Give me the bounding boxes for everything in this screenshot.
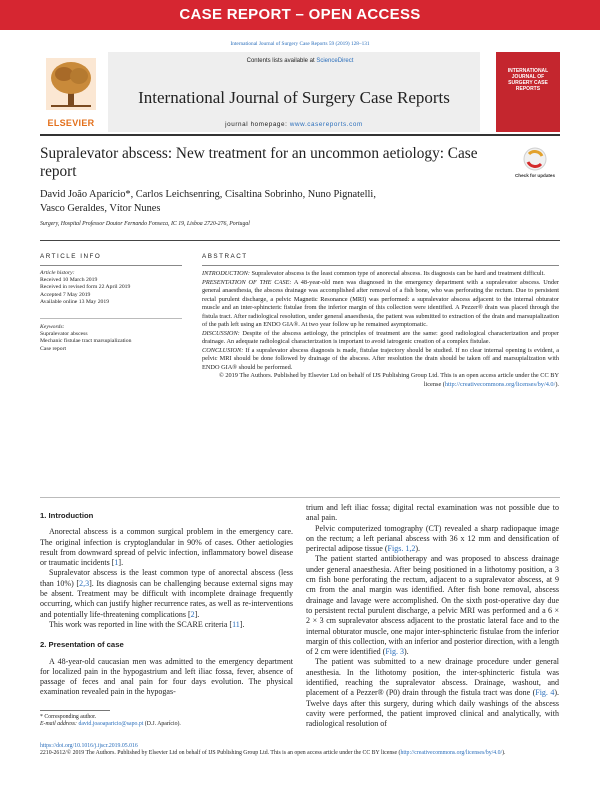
footer-license-end: ). xyxy=(502,750,506,757)
info-divider xyxy=(40,318,182,319)
intro-paragraph-3 xyxy=(40,620,293,630)
email-link[interactable]: david.joaoaparicio@sapo.pt xyxy=(78,721,144,728)
keyword-item: Mechanic fistulae tract marsupialization xyxy=(40,338,132,345)
presentation-paragraph-1: A 48-year-old caucasian men was admitted to the emergency department for localized pain in the hypogastrium and left iliac fossa, fever, absence of passage of feces and anal pain for four days evolution. The physical examination revealed pain in the hypogas- xyxy=(40,656,293,697)
case-report-banner: CASE REPORT – OPEN ACCESS xyxy=(0,0,600,30)
ref-link[interactable]: 11 xyxy=(232,619,240,629)
abstract-body xyxy=(202,270,559,389)
footnote-rule xyxy=(40,710,110,711)
intro-p2-mid: ]. Its diagnosis can be challenging because external signs may be absent. Treatment may be difficult with incomplete drainage frequently occurring, which can justify higher recurrence rates, as well as re-interventions and potentially life-threatening complications [ xyxy=(40,578,294,619)
abstract-introduction xyxy=(202,270,559,279)
authors-line-2: Vasco Geraldes, Vítor Nunes xyxy=(40,203,161,214)
intro-p3-end: ]. xyxy=(239,619,245,629)
footer-license-text: 2210-2612/© 2019 The Authors. Published by Elsevier Ltd on behalf of IJS Publishing Group Ltd. This is an open access article under the CC BY license ( xyxy=(40,750,401,757)
homepage-prefix: journal homepage: xyxy=(225,121,288,128)
keyword-item: Case report xyxy=(40,345,67,352)
history-revised: Received in revised form 22 April 2019 xyxy=(40,284,131,291)
ref-link[interactable]: 1 xyxy=(114,558,119,568)
corresponding-author: * Corresponding author. xyxy=(40,714,97,720)
sciencedirect-link[interactable]: ScienceDirect xyxy=(316,58,354,64)
header-rule xyxy=(40,134,560,136)
intro-p3-text: This work was reported in line with the SCARE criteria [ xyxy=(49,619,233,629)
elsevier-logo[interactable] xyxy=(40,52,102,132)
copyright-end: ). xyxy=(555,380,559,388)
body-column-right xyxy=(306,503,559,730)
surgery-text: The patient started antibiotherapy and was proposed to abscess drainage under general anaesthesia. After being positioned in a lithotomy position, a 3 cm fish bone perforating the rectum, adjacent to a supralevator abscess, at 9 cm from the anal margin was identified. After fish bone removal, abscess drainage and lavage were accomplished. On the sixth post-operative day due to persistent rectal purulent discharge, a pelvic MRI was performed and a 6 × 2 × 3 cm supralevator abscess adjacent to the prostatic lateral face and to the internal obturator muscle, one major inter-sphincteric fistulae from the inferior margin of this collection, with an inferior and posterior direction, with a length of 2 cm were identified ( xyxy=(306,554,559,657)
abstract-intro-text: Supralevator abscess is the least common type of anorectal abscess. Its diagnosis can be hard and treatment difficult. xyxy=(249,270,545,277)
drainage-end: ). Twelve days after this surgery, during which daily washings of the abscess cavity were performed, the patient improved clinical and analytically, with radiological resolution of xyxy=(306,688,560,729)
email-end: (D.J. Aparício). xyxy=(144,721,181,728)
title-rule xyxy=(40,240,560,241)
abstract-intro-label: INTRODUCTION: xyxy=(202,270,250,277)
intro-paragraph-2 xyxy=(40,568,293,619)
body-column-left xyxy=(40,511,293,698)
abstract-presentation-text: A 48-year-old men was diagnosed in the emergency department with a supralevator abscess. Under general anaesthesia, the abscess drainage was accomplished after removal of a fish bone, who was perforating the rectum. Due to persistent rectal purulent discharge, a pelvic Magnetic Resonance (MRI) was performed: a supralevator abscess adjacent to the internal obturator muscle and an inter-sphincteric fistulae from the inferior margin of this collection were identified. A Pezzer® drain was placed through the fistula tract. After radiological resolution, under general anaesthesia, the patient was submitted to extraction of the drain and marsupialization of the path left using an ENDO GIA®. At two year follow up he remained asymptomatic. xyxy=(202,278,559,328)
ref-link[interactable]: 2 xyxy=(190,609,195,619)
homepage-link[interactable]: www.casereports.com xyxy=(289,121,363,128)
section-presentation-heading: 2. Presentation of case xyxy=(40,640,124,650)
figure-link[interactable]: Fig. 4 xyxy=(535,688,555,698)
authors xyxy=(40,188,510,216)
abstract-presentation-label: PRESENTATION OF THE CASE: xyxy=(202,278,292,286)
elsevier-wordmark: ELSEVIER xyxy=(47,118,95,128)
article-history xyxy=(40,270,182,306)
intro-p2-text: Supralevator abscess is the least common type of anorectal abscess (less than 10%) [ xyxy=(40,568,293,588)
abstract-conclusion-label: CONCLUSION: xyxy=(202,346,244,354)
abstract-discussion xyxy=(202,330,559,347)
article-info-heading: ARTICLE INFO xyxy=(40,253,102,260)
abstract-discussion-label: DISCUSSION: xyxy=(202,329,240,337)
footer-license-link[interactable]: http://creativecommons.org/licenses/by/4.0/ xyxy=(400,750,503,757)
license-link[interactable]: http://creativecommons.org/licenses/by/4.0/ xyxy=(444,380,556,388)
abstract-discussion-text: Despite of the abscess aetiology, the principles of treatment are the same: good radiological characterization and proper drainage. An adequate radiological characterization is important to avoid iatrogenic creation of a complex fistulae. xyxy=(202,329,559,345)
citation-link[interactable]: International Journal of Surgery Case Reports 59 (2019) 128–131 xyxy=(230,41,370,47)
corresponding-footnote xyxy=(40,714,293,729)
intro-p1-text: Anorectal abscess is a common surgical problem in the emergency care. The original infection is cryptoglandular in 90% of cases. Other aetiologies result from downward spread of pelvic infection, inflammatory bowel disease or traumatic incidents [ xyxy=(40,527,293,568)
presentation-paragraph-surgery xyxy=(306,554,559,657)
abstract-copyright xyxy=(202,372,559,389)
drainage-text: The patient was submitted to a new drainage procedure under general anesthesia. In the lithotomy position, the inter-sphincteric fistula was identified, reaching the supralevator abscess. Drainage, washout, and placement of a Pezzer® (P0) drain through the fistula tract was done ( xyxy=(306,657,559,698)
cover-title: INTERNATIONAL JOURNAL OF SURGERY CASE REPORTS xyxy=(507,68,549,92)
email-line xyxy=(40,721,293,728)
check-updates-label: Check for updates xyxy=(514,173,556,178)
ref-link[interactable]: 2,3 xyxy=(79,578,90,588)
contents-line xyxy=(40,58,560,64)
check-for-updates-icon[interactable] xyxy=(514,146,556,182)
journal-title: International Journal of Surgery Case Reports xyxy=(138,88,450,107)
abstract-heading: ABSTRACT xyxy=(202,253,248,260)
presentation-continued: trium and left iliac fossa; digital rectal examination was not possible due to anal pain. xyxy=(306,503,559,523)
figure-link[interactable]: Figs. 1,2 xyxy=(387,544,416,554)
intro-paragraph-1 xyxy=(40,527,293,568)
authors-line-1: David João Aparício*, Carlos Leichsenring, Cisaltina Sobrinho, Nuno Pignatelli, xyxy=(40,189,376,200)
keywords-label: Keywords: xyxy=(40,324,65,330)
journal-cover-image[interactable] xyxy=(496,52,560,132)
figure-link[interactable]: Fig. 3 xyxy=(385,647,404,657)
copyright-text: © 2019 The Authors. Published by Elsevier Ltd on behalf of IJS Publishing Group Ltd. This is an open access article under the CC BY license ( xyxy=(219,372,559,388)
footer-license xyxy=(40,750,560,757)
page-footer xyxy=(40,743,560,757)
affiliation: Surgery, Hospital Professor Doutor Fernando Fonseca, IC 19, Lisboa 2720-276, Portugal xyxy=(40,221,250,227)
journal-header xyxy=(40,52,560,132)
presentation-paragraph-drainage xyxy=(306,657,559,729)
intro-p1-end: ]. xyxy=(118,558,124,568)
keywords xyxy=(40,324,182,353)
history-label: Article history: xyxy=(40,270,75,276)
abstract-rule xyxy=(202,265,559,266)
abstract-presentation xyxy=(202,279,559,330)
presentation-paragraph-ct xyxy=(306,524,559,555)
surgery-end: ). xyxy=(403,647,409,657)
abstract-bottom-rule xyxy=(40,497,560,498)
abstract-conclusion-text: If a supralevator abscess diagnosis is made, fistulae trajectory should be studied. If no clear internal opening is evident, a pelvic MRI should be done followed by drainage of the abscess. After resolution the drain should be taken off and marsupialization with ENDO GIA® should be performed. xyxy=(202,346,559,371)
ct-end: ). xyxy=(415,544,420,554)
ct-text: Pelvic computerized tomography (CT) revealed a sharp radiopaque image on the rectum; a left perianal abscess with 36 x 12 mm and densification of perirectal adipose tissue ( xyxy=(306,523,559,554)
history-accepted: Accepted 7 May 2019 xyxy=(40,291,91,298)
intro-p2-end: ]. xyxy=(194,609,200,619)
doi-link[interactable]: https://doi.org/10.1016/j.ijscr.2019.05.016 xyxy=(40,743,138,749)
contents-prefix: Contents lists available at xyxy=(246,58,315,64)
journal-homepage xyxy=(108,121,480,128)
history-online: Available online 13 May 2019 xyxy=(40,298,110,305)
abstract-conclusion xyxy=(202,347,559,373)
section-introduction-heading: 1. Introduction xyxy=(40,511,94,520)
info-rule xyxy=(40,265,182,266)
keyword-item: Supralevator abscess xyxy=(40,331,88,338)
article-title: Supralevator abscess: New treatment for an uncommon aetiology: Case report xyxy=(40,145,478,180)
history-received: Received 10 March 2019 xyxy=(40,277,98,284)
email-label: E-mail address: xyxy=(40,721,77,728)
elsevier-tree-icon xyxy=(46,58,96,110)
